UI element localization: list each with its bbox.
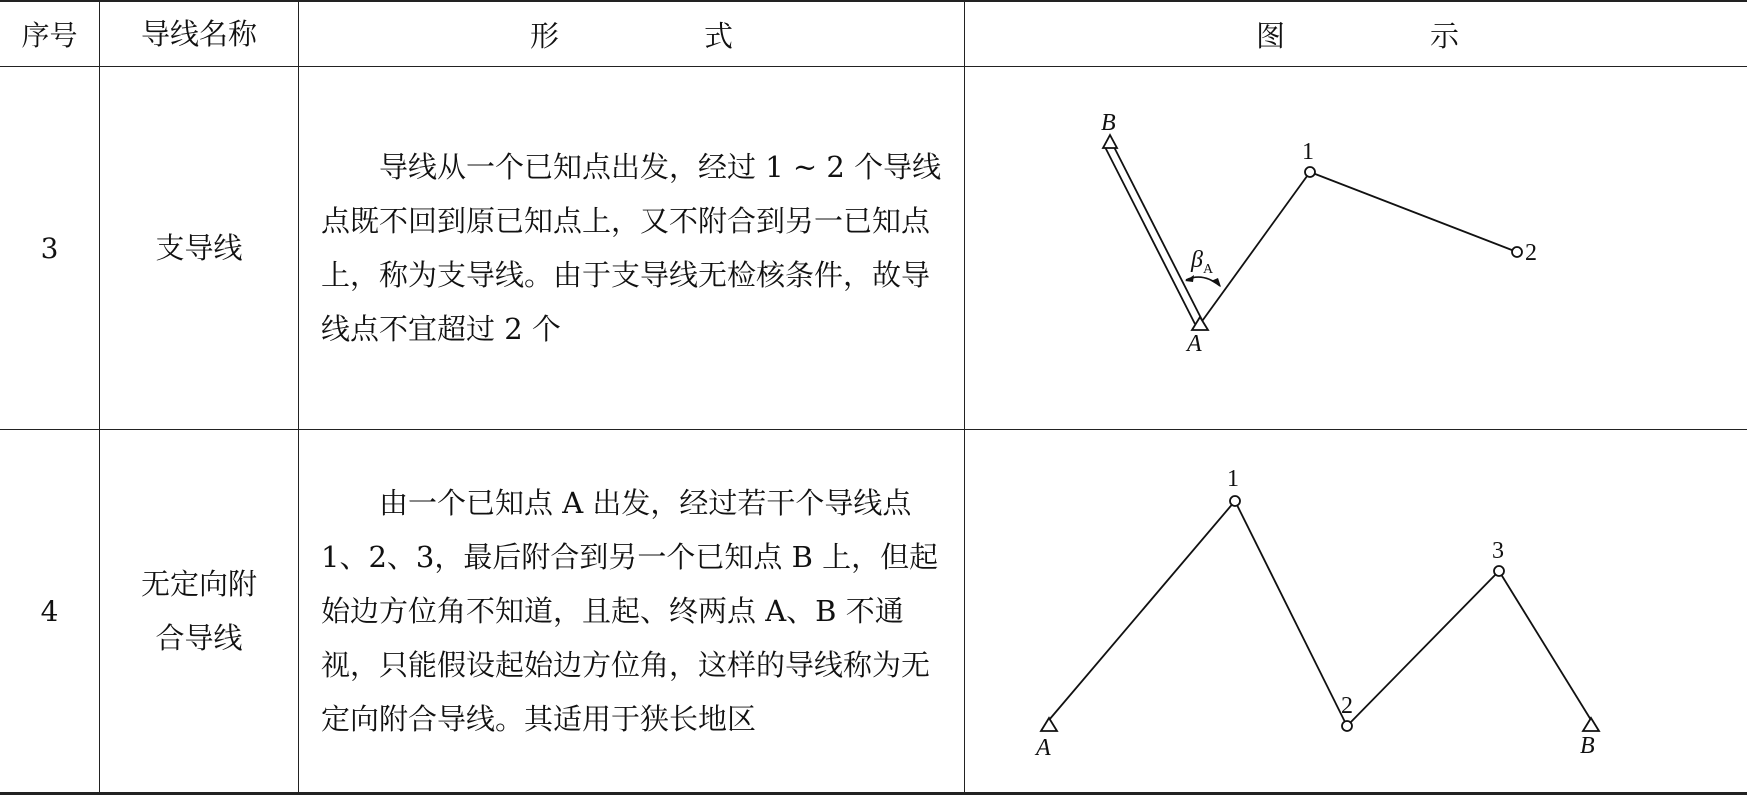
known-point-a-marker bbox=[1041, 718, 1057, 731]
label-b: B bbox=[1580, 733, 1595, 759]
label-2: 2 bbox=[1525, 240, 1537, 266]
label-b: B bbox=[1101, 110, 1116, 136]
header-figure: 图 示 bbox=[965, 1, 1747, 67]
label-3: 3 bbox=[1492, 538, 1504, 564]
angle-arrow-left bbox=[1185, 275, 1194, 282]
row-name-line2: 合导线 bbox=[155, 621, 243, 655]
traverse-point-2-marker bbox=[1342, 721, 1352, 731]
row-description: 导线从一个已知点出发，经过 1 ~ 2 个导线点既不回到原已知点上，又不附合到另一已知点上，称为支导线。由于支导线无检核条件，故导线点不宜超过 2 个 bbox=[321, 150, 942, 346]
traverse-edge-1-2 bbox=[1310, 172, 1517, 252]
row-figure-cell bbox=[965, 67, 1747, 430]
header-row bbox=[0, 1, 1747, 67]
table-row bbox=[0, 430, 1747, 794]
unoriented-connecting-traverse-diagram bbox=[965, 430, 1747, 792]
open-traverse-diagram bbox=[965, 67, 1747, 429]
label-1: 1 bbox=[1302, 139, 1314, 165]
label-beta-sub: A bbox=[1202, 262, 1214, 277]
label-2: 2 bbox=[1341, 693, 1353, 719]
known-edge-line-inner bbox=[1113, 145, 1202, 320]
row-no: 4 bbox=[0, 430, 100, 794]
known-point-b-marker bbox=[1583, 718, 1599, 731]
row-description: 由一个已知点 A 出发，经过若干个导线点 1、2、3，最后附合到另一个已知点 B 上，但起始边方位角不知道，且起、终两点 A、B 不通视，只能假设起始边方位角，这样的导线称为无定向附合导线。其适用于狭长地区 bbox=[321, 486, 939, 736]
traverse-point-1-marker bbox=[1230, 496, 1240, 506]
label-a: A bbox=[1036, 735, 1051, 761]
label-1: 1 bbox=[1227, 466, 1239, 492]
row-name-line1: 无定向附 bbox=[140, 567, 257, 601]
row-description-cell bbox=[299, 67, 965, 430]
traverse-point-3-marker bbox=[1494, 566, 1504, 576]
traverse-edge-1-2 bbox=[1235, 501, 1347, 726]
table-row bbox=[0, 67, 1747, 430]
label-a: A bbox=[1187, 331, 1202, 357]
row-name: 支导线 bbox=[100, 67, 299, 430]
row-description-cell bbox=[299, 430, 965, 794]
row-figure-cell bbox=[965, 430, 1747, 794]
label-beta-main: β bbox=[1191, 247, 1203, 273]
traverse-edge-a-1 bbox=[1200, 172, 1310, 324]
traverse-edge-3-b bbox=[1499, 571, 1591, 720]
traverse-point-2-marker bbox=[1512, 247, 1522, 257]
row-name bbox=[100, 430, 299, 794]
header-no: 序号 bbox=[0, 1, 100, 67]
label-beta bbox=[1190, 247, 1214, 277]
angle-arrow-right bbox=[1211, 278, 1221, 287]
known-edge-line-outer bbox=[1105, 147, 1195, 324]
header-name: 导线名称 bbox=[100, 1, 299, 67]
traverse-point-1-marker bbox=[1305, 167, 1315, 177]
row-no: 3 bbox=[0, 67, 100, 430]
known-point-b-marker bbox=[1103, 135, 1117, 148]
traverse-edge-2-3 bbox=[1347, 571, 1499, 726]
header-form: 形 式 bbox=[299, 1, 965, 67]
traverse-edge-a-1 bbox=[1049, 501, 1235, 720]
